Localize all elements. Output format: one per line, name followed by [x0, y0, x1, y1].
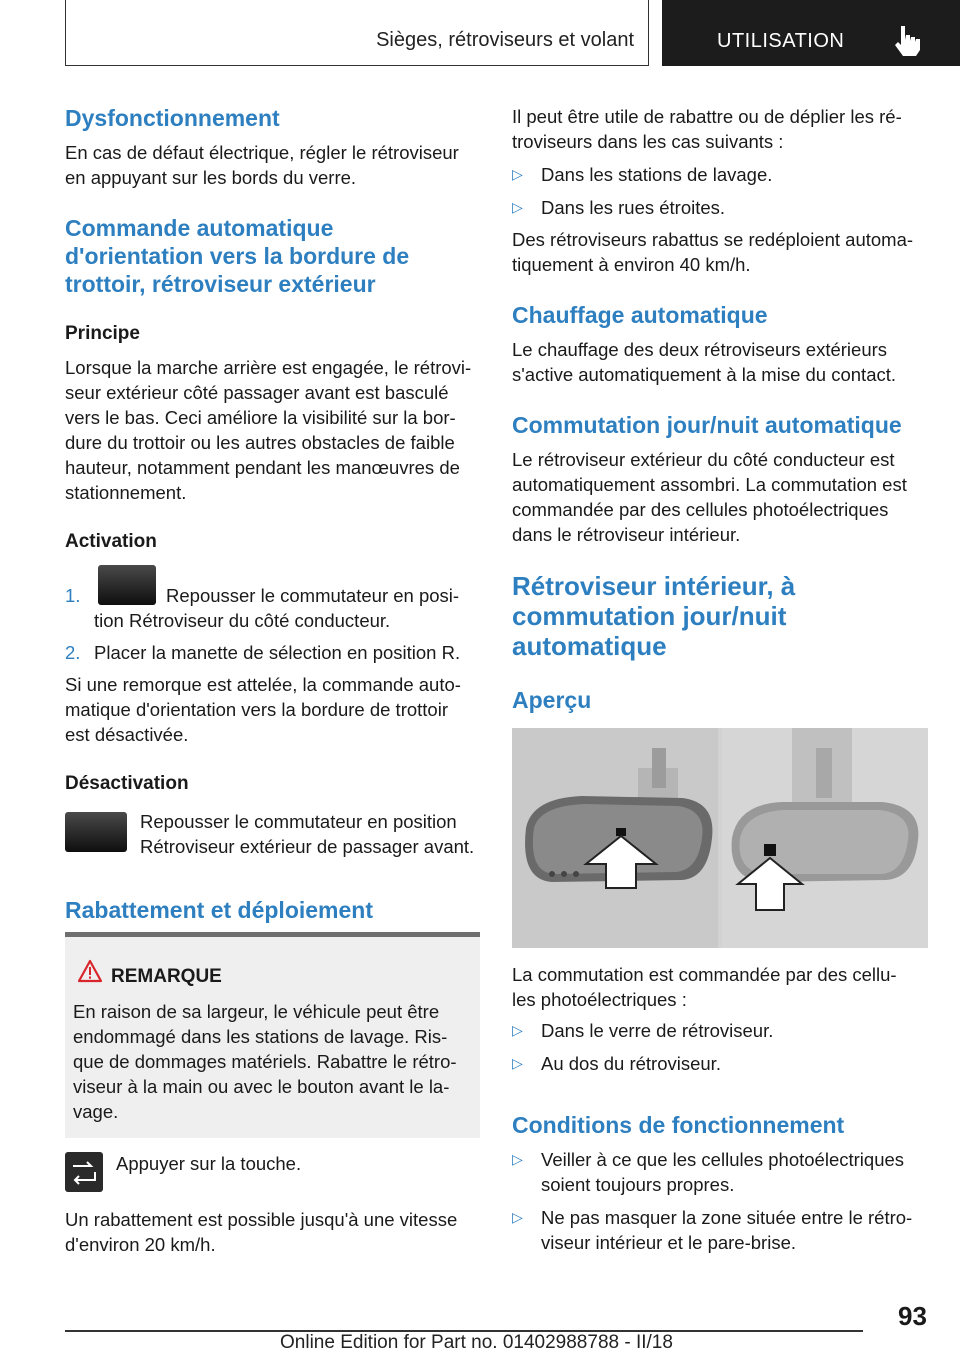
cells-line-1: La commutation est commandée par des cellu-: [512, 964, 897, 985]
step-1-number: 1.: [65, 585, 81, 606]
header-section-title: Sièges, rétroviseurs et volant: [376, 29, 634, 51]
heading-activation: Activation: [65, 531, 157, 552]
daynight-line-1: Le rétroviseur extérieur du côté conducteur est: [512, 449, 895, 470]
deactivation-line-1: Repousser le commutateur en position: [140, 811, 457, 832]
heading-curb-1: Commande automatique: [65, 215, 334, 241]
principle-line-1: Lorsque la marche arrière est engagée, le rétrovi-: [65, 357, 472, 378]
intro-line-2: troviseurs dans les cas suivants :: [512, 131, 784, 152]
principle-line-2: seur extérieur côté passager avant est basculé: [65, 382, 449, 403]
bullet-marker: ▷: [512, 199, 523, 215]
speed-line-1: Un rabattement est possible jusqu'à une vitesse: [65, 1209, 458, 1230]
daynight-line-2: automatiquement assombri. La commutation est: [512, 474, 907, 495]
mirror-fold-button-icon: [65, 1152, 103, 1192]
heading-fold: Rabattement et déploiement: [65, 897, 373, 923]
malfunction-line-2: en appuyant sur les bords du verre.: [65, 167, 357, 188]
speed-line-2: d'environ 20 km/h.: [65, 1234, 216, 1255]
conditions-bullet-2-line-1: Ne pas masquer la zone située entre le rétro-: [541, 1207, 913, 1228]
note-line-1: En raison de sa largeur, le véhicule peut être: [73, 1001, 440, 1022]
mirror-switch-driver-icon: [98, 565, 156, 605]
cells-bullet-2: Au dos du rétroviseur.: [541, 1053, 721, 1074]
principle-line-3: vers le bas. Ceci améliore la visibilité sur la bor-: [65, 407, 456, 428]
step-1-line-1: Repousser le commutateur en posi-: [166, 585, 460, 606]
intro-bullet-2: Dans les rues étroites.: [541, 197, 726, 218]
header-chapter-title: UTILISATION: [717, 30, 845, 52]
conditions-bullet-2-line-2: viseur intérieur et le pare-brise.: [541, 1232, 796, 1253]
heading-heating: Chauffage automatique: [512, 302, 768, 328]
note-box: [65, 932, 480, 1138]
daynight-line-3: commandée par des cellules photoélectriques: [512, 499, 889, 520]
interior-mirror-photo: [512, 728, 928, 948]
step-2-text: Placer la manette de sélection en position R.: [94, 642, 461, 663]
daynight-line-4: dans le rétroviseur intérieur.: [512, 524, 741, 545]
mirror-back-image: [722, 728, 928, 948]
intro-bullet-1: Dans les stations de lavage.: [541, 164, 773, 185]
bullet-marker: ▷: [512, 1022, 523, 1038]
trailer-line-3: est désactivée.: [65, 724, 189, 745]
heading-conditions: Conditions de fonctionnement: [512, 1112, 845, 1138]
principle-line-4: dure du trottoir ou les autres obstacles de faible: [65, 432, 455, 453]
press-button-text: Appuyer sur la touche.: [116, 1153, 302, 1174]
mirror-front-image: [512, 728, 718, 948]
header-section-box: [65, 0, 649, 66]
heading-interior-2: commutation jour/nuit: [512, 601, 787, 631]
heading-malfunction: Dysfonctionnement: [65, 105, 280, 131]
heading-interior-3: automatique: [512, 631, 667, 661]
heating-line-2: s'active automatiquement à la mise du contact.: [512, 364, 897, 385]
note-line-2: endommagé dans les stations de lavage. Ris-: [73, 1026, 448, 1047]
intro-line-1: Il peut être utile de rabattre ou de déplier les ré-: [512, 106, 902, 127]
step-1-line-2: tion Rétroviseur du côté conducteur.: [94, 610, 391, 631]
heading-curb-3: trottoir, rétroviseur extérieur: [65, 271, 376, 297]
step-2-number: 2.: [65, 642, 81, 663]
footer-edition: Online Edition for Part no. 01402988788 - II/18: [280, 1332, 673, 1353]
redeploy-line-1: Des rétroviseurs rabattus se redéploient automa-: [512, 229, 914, 250]
note-line-4: viseur à la main ou avec le bouton avant le la-: [73, 1076, 450, 1097]
heading-interior-1: Rétroviseur intérieur, à: [512, 571, 796, 601]
principle-line-6: stationnement.: [65, 482, 187, 503]
conditions-bullet-1-line-2: soient toujours propres.: [541, 1174, 735, 1195]
deactivation-line-2: Rétroviseur extérieur de passager avant.: [140, 836, 475, 857]
mirror-switch-passenger-icon: [65, 812, 127, 852]
page-number: 93: [898, 1301, 927, 1331]
heading-curb-2: d'orientation vers la bordure de: [65, 243, 410, 269]
trailer-line-1: Si une remorque est attelée, la commande auto-: [65, 674, 461, 695]
note-line-5: vage.: [73, 1101, 119, 1122]
bullet-marker: ▷: [512, 1055, 523, 1071]
page-header: [0, 0, 960, 66]
pointing-hand-icon: [892, 24, 922, 58]
bullet-marker: ▷: [512, 166, 523, 182]
bullet-marker: ▷: [512, 1151, 523, 1167]
warning-icon: [77, 959, 103, 983]
heating-line-1: Le chauffage des deux rétroviseurs extérieurs: [512, 339, 888, 360]
cells-line-2: les photoélectriques :: [512, 989, 687, 1010]
redeploy-line-2: tiquement à environ 40 km/h.: [512, 254, 751, 275]
header-chapter-box: [662, 0, 960, 66]
trailer-line-2: matique d'orientation vers la bordure de trottoir: [65, 699, 448, 720]
heading-overview: Aperçu: [512, 687, 592, 713]
note-line-3: que de dommages matériels. Rabattre le rétro-: [73, 1051, 457, 1072]
heading-principle: Principe: [65, 323, 140, 344]
conditions-bullet-1-line-1: Veiller à ce que les cellules photoélectriques: [541, 1149, 905, 1170]
bullet-marker: ▷: [512, 1209, 523, 1225]
heading-deactivation: Désactivation: [65, 773, 189, 794]
principle-line-5: hauteur, notamment pendant les manœuvres de: [65, 457, 460, 478]
heading-daynight: Commutation jour/nuit automatique: [512, 412, 902, 438]
cells-bullet-1: Dans le verre de rétroviseur.: [541, 1020, 774, 1041]
malfunction-line-1: En cas de défaut électrique, régler le rétroviseur: [65, 142, 459, 163]
note-title: REMARQUE: [111, 966, 222, 987]
